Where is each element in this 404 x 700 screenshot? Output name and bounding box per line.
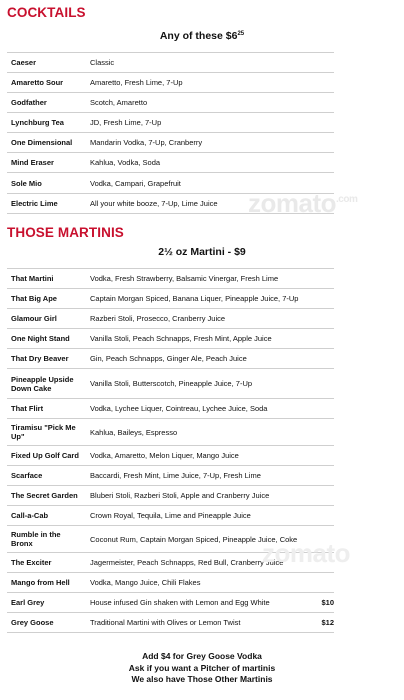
drink-ingredients: All your white booze, 7-Up, Lime Juice (86, 194, 334, 214)
drink-name: That Martini (7, 269, 86, 289)
drink-name: Sole Mio (7, 173, 86, 194)
drink-name: Electric Lime (7, 194, 86, 214)
drink-price: $10 (310, 593, 334, 613)
footer-line-3: We also have Those Other Martinis (131, 674, 273, 684)
drink-ingredients: Razberi Stoli, Prosecco, Cranberry Juice (86, 309, 310, 329)
drink-name: Glamour Girl (7, 309, 86, 329)
drink-name: Fixed Up Golf Card (7, 446, 86, 466)
menu-item-row (7, 329, 334, 349)
menu-item-row (7, 486, 334, 506)
drink-ingredients: JD, Fresh Lime, 7-Up (86, 113, 334, 133)
drink-ingredients: Vanilla Stoli, Peach Schnapps, Fresh Mint, Apple Juice (86, 329, 310, 349)
menu-item-row (7, 93, 334, 113)
drink-price (310, 399, 334, 419)
drink-ingredients: Coconut Rum, Captain Morgan Spiced, Pineapple Juice, Coke (86, 526, 310, 553)
drink-price (310, 269, 334, 289)
drink-name: The Secret Garden (7, 486, 86, 506)
drink-name: That Flirt (7, 399, 86, 419)
drink-name: Rumble in the Bronx (7, 526, 86, 553)
drink-ingredients: Traditional Martini with Olives or Lemon Twist (86, 613, 310, 633)
menu-item-row (7, 289, 334, 309)
menu-item-row (7, 506, 334, 526)
drink-price (310, 446, 334, 466)
drink-name: Godfather (7, 93, 86, 113)
drink-ingredients: Vodka, Fresh Strawberry, Balsamic Vinergar, Fresh Lime (86, 269, 310, 289)
menu-item-row (7, 613, 334, 633)
drink-price (310, 466, 334, 486)
drink-ingredients: Bluberi Stoli, Razberi Stoli, Apple and Cranberry Juice (86, 486, 310, 506)
menu-item-row (7, 446, 334, 466)
menu-item-row (7, 309, 334, 329)
drink-price (310, 526, 334, 553)
watermark-suffix: .com (336, 194, 358, 205)
drink-ingredients: Scotch, Amaretto (86, 93, 334, 113)
drink-ingredients: Vanilla Stoli, Butterscotch, Pineapple Juice, 7-Up (86, 369, 310, 399)
menu-item-row (7, 419, 334, 446)
menu-item-row (7, 133, 334, 153)
drink-price (310, 419, 334, 446)
drink-ingredients: Classic (86, 53, 334, 73)
drink-name: The Exciter (7, 553, 86, 573)
drink-price (310, 329, 334, 349)
footer-line-2: Ask if you want a Pitcher of martinis (128, 662, 276, 673)
footer-line-1: Add $4 for Grey Goose Vodka (142, 651, 262, 661)
menu-item-row (7, 466, 334, 486)
watermark-text: zomato (248, 188, 336, 218)
menu-item-row (7, 553, 334, 573)
drink-name: Call-a-Cab (7, 506, 86, 526)
drink-ingredients: Vodka, Amaretto, Melon Liquer, Mango Juice (86, 446, 310, 466)
drink-price (310, 369, 334, 399)
menu-item-row (7, 73, 334, 93)
drink-name: That Dry Beaver (7, 349, 86, 369)
menu-item-row (7, 269, 334, 289)
drink-name: Amaretto Sour (7, 73, 86, 93)
drink-ingredients: Mandarin Vodka, 7-Up, Cranberry (86, 133, 334, 153)
watermark-text-lower: zomato (262, 538, 350, 568)
drink-price: $12 (310, 613, 334, 633)
menu-item-row (7, 53, 334, 73)
drink-ingredients: Amaretto, Fresh Lime, 7-Up (86, 73, 334, 93)
menu-item-row (7, 194, 334, 214)
menu-item-row (7, 526, 334, 553)
drink-name: Earl Grey (7, 593, 86, 613)
drink-ingredients: Vodka, Lychee Liquer, Cointreau, Lychee Juice, Soda (86, 399, 310, 419)
drink-name: Lynchburg Tea (7, 113, 86, 133)
menu-item-row (7, 369, 334, 399)
drink-name: Caeser (7, 53, 86, 73)
drink-ingredients: Vodka, Campari, Grapefruit (86, 173, 334, 194)
cocktails-table (7, 52, 334, 214)
cocktails-price-cents: 25 (237, 31, 245, 37)
cocktails-price-note (0, 30, 404, 42)
drink-price (310, 289, 334, 309)
menu-item-row (7, 173, 334, 194)
cocktails-title: COCKTAILS (7, 5, 86, 20)
menu-item-row (7, 573, 334, 593)
footer-notes (0, 651, 404, 686)
drink-price (310, 506, 334, 526)
drink-ingredients: House infused Gin shaken with Lemon and Egg White (86, 593, 310, 613)
drink-ingredients: Jagermeister, Peach Schnapps, Red Bull, Cranberry Juice (86, 553, 310, 573)
drink-price (310, 553, 334, 573)
drink-ingredients: Baccardi, Fresh Mint, Lime Juice, 7-Up, Fresh Lime (86, 466, 310, 486)
menu-item-row (7, 113, 334, 133)
menu-item-row (7, 153, 334, 173)
martinis-title: THOSE MARTINIS (7, 225, 124, 240)
drink-ingredients: Kahlua, Vodka, Soda (86, 153, 334, 173)
drink-name: One Dimensional (7, 133, 86, 153)
drink-price (310, 573, 334, 593)
cocktails-price-text: Any of these $6 (159, 30, 238, 42)
drink-ingredients: Kahlua, Baileys, Espresso (86, 419, 310, 446)
drink-name: One Night Stand (7, 329, 86, 349)
martinis-table (7, 268, 334, 633)
drink-ingredients: Gin, Peach Schnapps, Ginger Ale, Peach Juice (86, 349, 310, 369)
drink-name: Tiramisu "Pick Me Up" (7, 419, 86, 446)
drink-ingredients: Vodka, Mango Juice, Chili Flakes (86, 573, 310, 593)
menu-item-row (7, 349, 334, 369)
menu-item-row (7, 399, 334, 419)
drink-name: Mango from Hell (7, 573, 86, 593)
drink-name: Scarface (7, 466, 86, 486)
drink-name: That Big Ape (7, 289, 86, 309)
drink-ingredients: Crown Royal, Tequila, Lime and Pineapple Juice (86, 506, 310, 526)
drink-name: Mind Eraser (7, 153, 86, 173)
menu-item-row (7, 593, 334, 613)
drink-name: Grey Goose (7, 613, 86, 633)
drink-price (310, 309, 334, 329)
martinis-price-note: 2½ oz Martini - $9 (158, 246, 246, 258)
drink-name: Pineapple Upside Down Cake (7, 369, 86, 399)
drink-price (310, 486, 334, 506)
drink-price (310, 349, 334, 369)
drink-ingredients: Captain Morgan Spiced, Banana Liquer, Pineapple Juice, 7-Up (86, 289, 310, 309)
